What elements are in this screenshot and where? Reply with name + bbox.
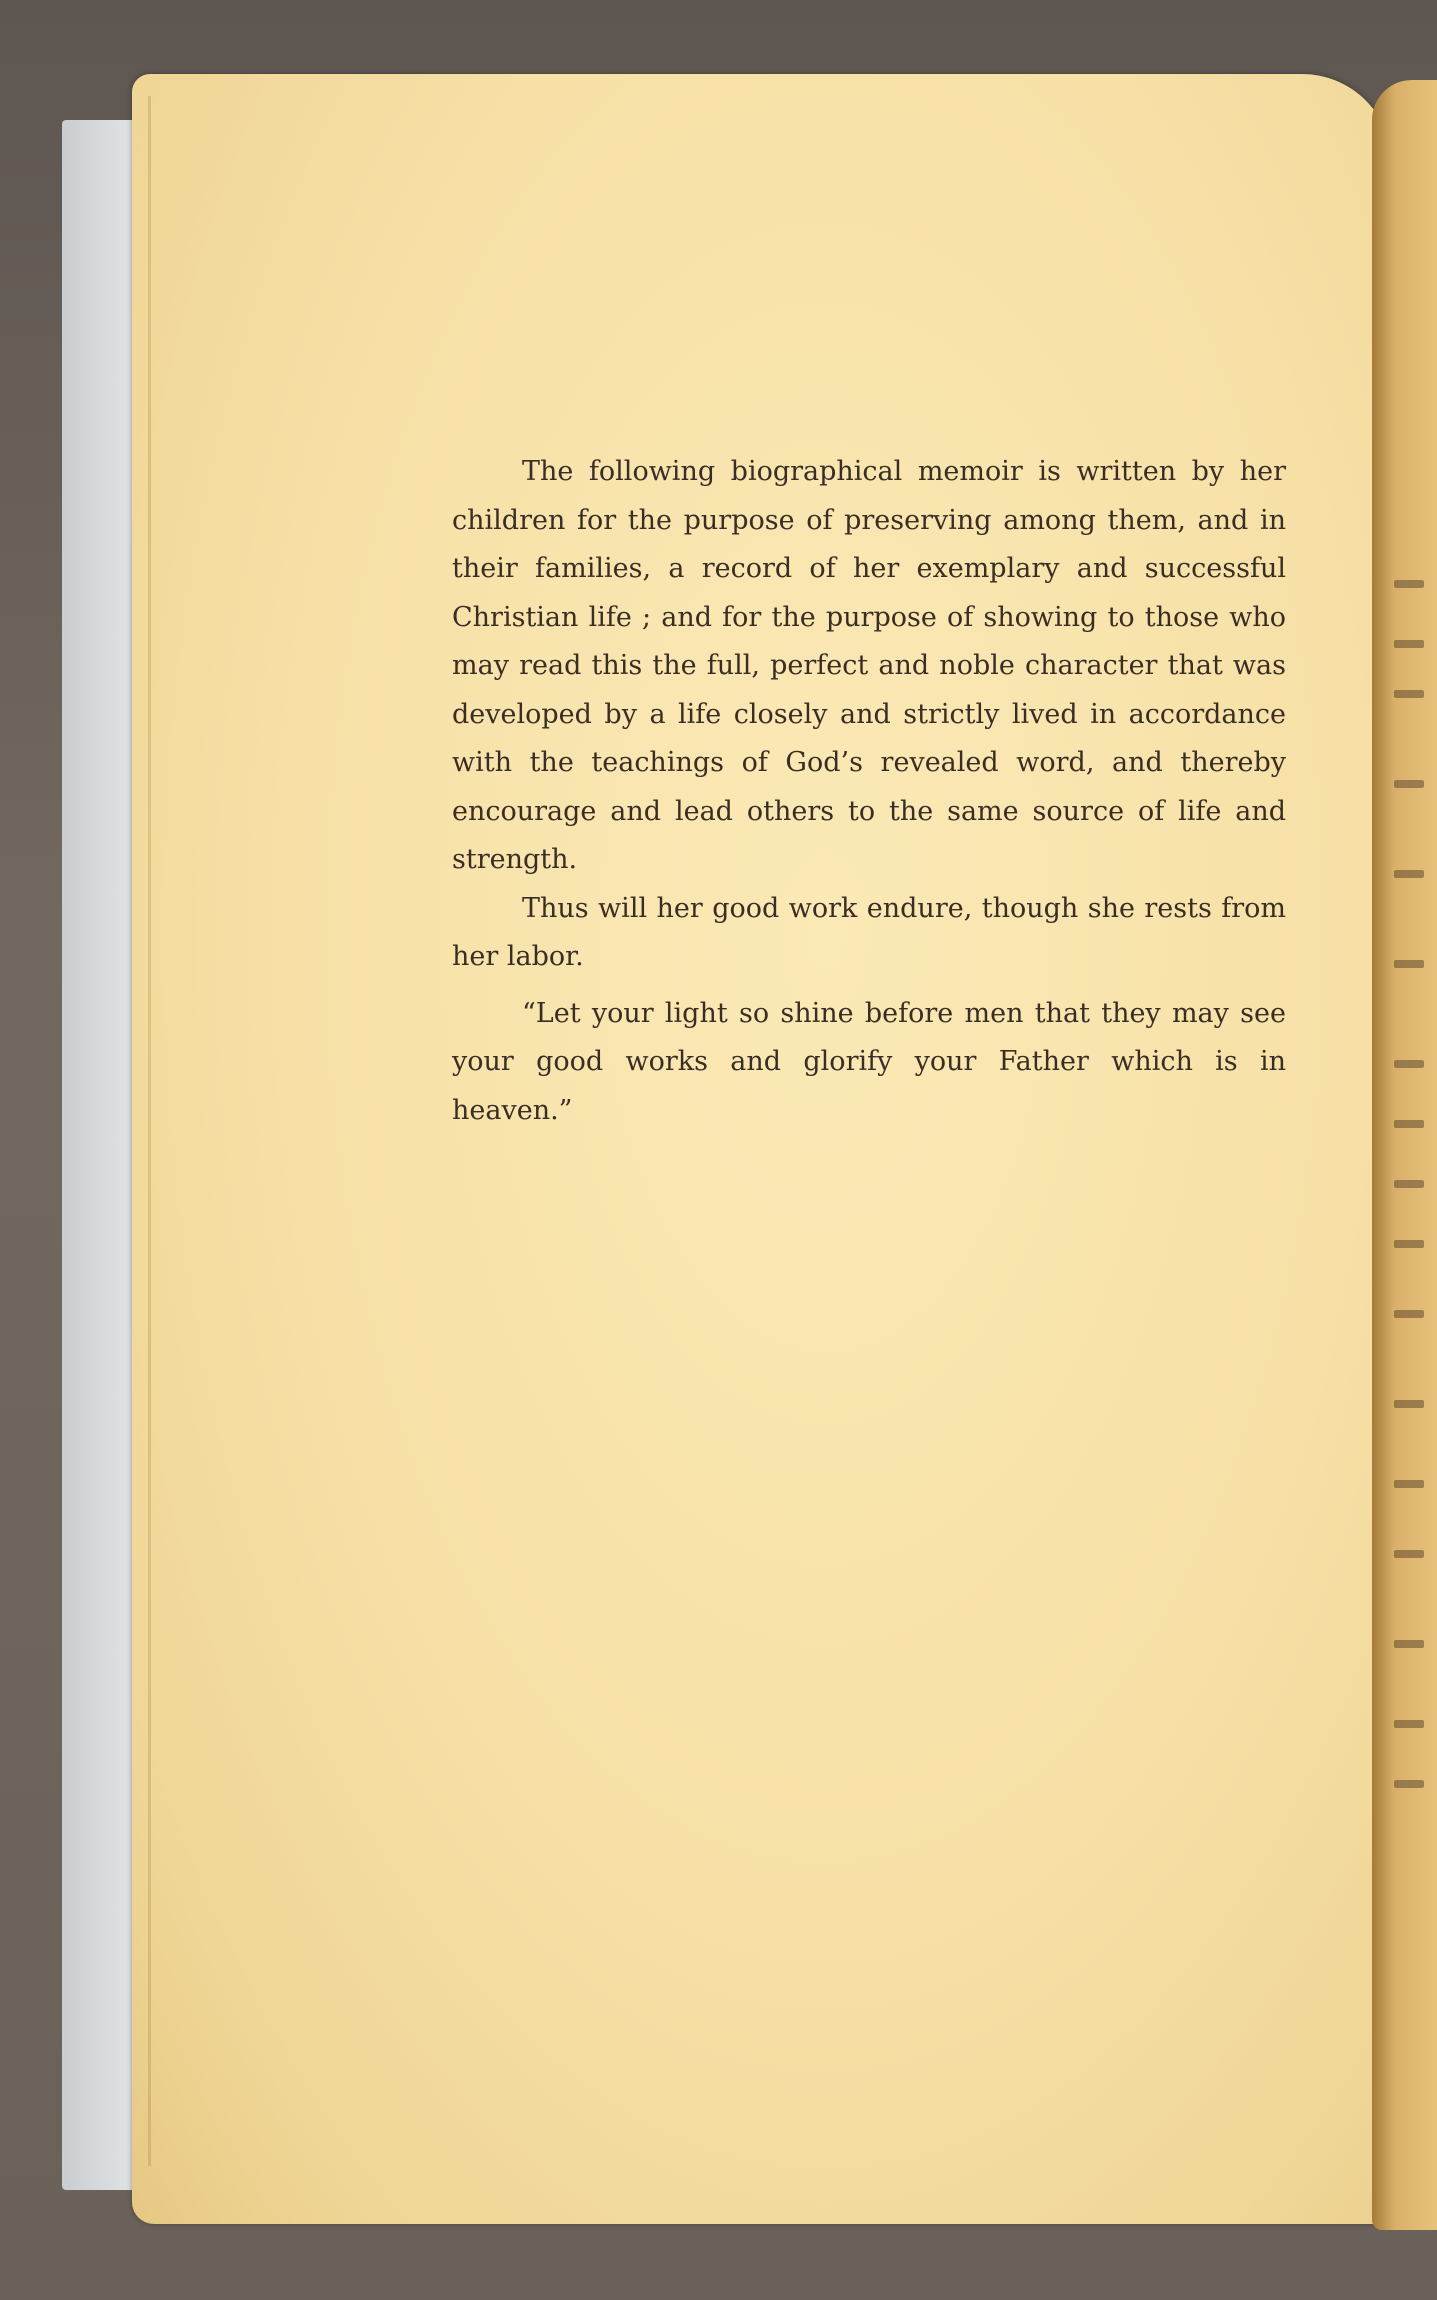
bleed-mark [1394, 780, 1424, 788]
bleed-mark [1394, 1720, 1424, 1728]
page-edge-line [148, 96, 151, 2166]
scripture-quote: “Let your light so shine before men that they may see your good works and glorify your Father which is in heaven.” [452, 997, 1286, 1126]
bleed-mark [1394, 1060, 1424, 1068]
bleed-mark [1394, 870, 1424, 878]
adjacent-page-edge [1372, 80, 1437, 2230]
memoir-paragraph: The following biographical memoir is written by her children for the purpose of preserving among them, and in their families, a record of her exemplary and successful Christian life ; and for the purpose of showing to those who may read this the full, perfect and noble character that was developed by a life closely and strictly lived in accordance with the teachings of God’s revealed word, and thereby encourage and lead others to the same source of life and strength. [452, 456, 1286, 875]
book-page [132, 74, 1392, 2224]
bleed-mark [1394, 1120, 1424, 1128]
memoir-text [452, 448, 1286, 1135]
bleed-mark [1394, 1640, 1424, 1648]
bleed-mark [1394, 1480, 1424, 1488]
memoir-paragraph: Thus will her good work endure, though she rests from her labor. [452, 892, 1286, 972]
bleed-mark [1394, 580, 1424, 588]
bleed-mark [1394, 1240, 1424, 1248]
bleed-mark [1394, 640, 1424, 648]
bleed-mark [1394, 1400, 1424, 1408]
bleed-mark [1394, 960, 1424, 968]
bleed-mark [1394, 1550, 1424, 1558]
bleed-mark [1394, 1310, 1424, 1318]
bleed-mark [1394, 690, 1424, 698]
bleed-mark [1394, 1180, 1424, 1188]
bleed-mark [1394, 1780, 1424, 1788]
